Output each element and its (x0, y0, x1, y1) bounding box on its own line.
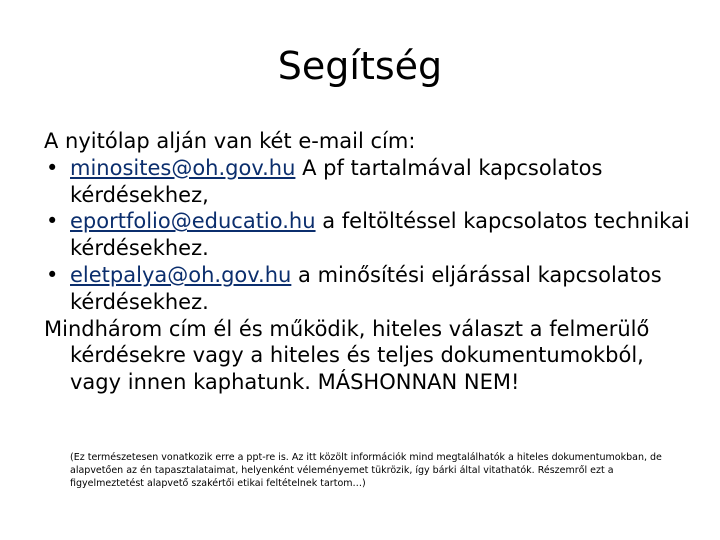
slide-title: Segítség (277, 44, 443, 88)
email-link-minosites[interactable]: minosites@oh.gov.hu (70, 155, 296, 180)
bullet-icon: • (46, 262, 59, 287)
email-link-eletpalya[interactable]: eletpalya@oh.gov.hu (70, 262, 292, 287)
list-item-text: A pf tartalmával kapcsolatos kérdésekhez, (70, 155, 603, 207)
bullet-icon: • (46, 155, 59, 180)
list-item (44, 208, 694, 262)
list-item (44, 155, 694, 209)
list-item (44, 262, 694, 316)
intro-text: A nyitólap alján van két e-mail cím: (44, 129, 416, 153)
list-item-text: a minősítési eljárással kapcsolatos kérdésekhez. (70, 262, 662, 314)
email-link-eportfolio[interactable]: eportfolio@educatio.hu (70, 209, 316, 234)
footnote: (Ez természetesen vonatkozik erre a ppt-re is. Az itt közölt információk mind megtalálhatók a hiteles dokumentumokban, de alapvetően az én tapasztalataimat, helyenként véleményemet tükrözik, így bárki által vitathatók. Részemről ezt a figyelmeztetést alapvető szakértői etikai feltételnek tartom…) (70, 452, 662, 489)
conclusion-text: Mindhárom cím él és működik, hiteles választ a felmerülő kérdésekre vagy a hiteles és teljes dokumentumokból, vagy innen kaphatunk. MÁSHONNAN NEM! (44, 316, 650, 395)
slide-body (44, 128, 694, 396)
list-item-text: a feltöltéssel kapcsolatos technikai kérdésekhez. (70, 209, 690, 261)
bullet-icon: • (46, 209, 59, 234)
